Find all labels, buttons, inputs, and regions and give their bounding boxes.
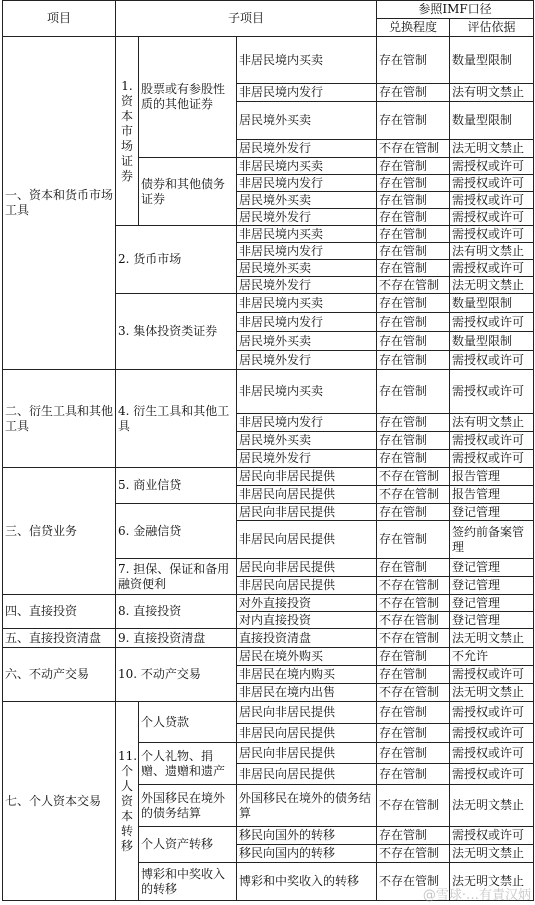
basis-cell: 法无明文禁止 xyxy=(450,863,534,901)
subitem-label: 8. 直接投资 xyxy=(116,595,237,629)
transaction-cell: 居民境外买卖 xyxy=(237,102,377,140)
transaction-cell: 非居民在境内出售 xyxy=(237,684,377,702)
transaction-cell: 居民境外发行 xyxy=(237,209,377,226)
transaction-cell: 非居民境内买卖 xyxy=(237,158,377,175)
degree-cell: 存在管制 xyxy=(377,226,450,243)
transaction-cell: 博彩和中奖收入的转移 xyxy=(237,863,377,901)
transaction-cell: 居民向非居民提供 xyxy=(237,702,377,724)
basis-cell: 法有明文禁止 xyxy=(450,243,534,260)
basis-cell: 需授权或许可 xyxy=(450,260,534,277)
transaction-cell: 居民在境外购买 xyxy=(237,648,377,666)
group-label: 七、个人资本交易 xyxy=(3,702,116,901)
subitem-label: 11. 个人资本转移 xyxy=(116,702,139,901)
basis-cell: 需授权或许可 xyxy=(450,192,534,209)
basis-cell: 数量型限制 xyxy=(450,294,534,313)
degree-cell: 存在管制 xyxy=(377,209,450,226)
transaction-cell: 非居民境内买卖 xyxy=(237,37,377,84)
basis-cell: 需授权或许可 xyxy=(450,702,534,724)
basis-cell: 需授权或许可 xyxy=(450,743,534,764)
group-label: 三、信贷业务 xyxy=(3,468,116,595)
degree-cell: 存在管制 xyxy=(377,559,450,577)
degree-cell: 不存在管制 xyxy=(377,785,450,827)
basis-cell: 数量型限制 xyxy=(450,102,534,140)
transaction-cell: 居民向非居民提供 xyxy=(237,468,377,486)
basis-cell: 需授权或许可 xyxy=(450,724,534,743)
group-label: 五、直接投资清盘 xyxy=(3,629,116,648)
degree-cell: 不存在管制 xyxy=(377,612,450,629)
header-convertibility: 兑换程度 xyxy=(377,19,450,37)
basis-cell: 不允许 xyxy=(450,648,534,666)
degree-cell: 存在管制 xyxy=(377,666,450,684)
degree-cell: 不存在管制 xyxy=(377,577,450,595)
basis-cell: 法无明文禁止 xyxy=(450,140,534,158)
basis-cell: 需授权或许可 xyxy=(450,226,534,243)
transaction-cell: 居民境外发行 xyxy=(237,450,377,468)
transaction-cell: 非居民向居民提供 xyxy=(237,724,377,743)
basis-cell: 法无明文禁止 xyxy=(450,277,534,294)
degree-cell: 存在管制 xyxy=(377,192,450,209)
degree-cell: 存在管制 xyxy=(377,827,450,845)
subitem-category: 个人贷款 xyxy=(139,702,237,743)
degree-cell: 存在管制 xyxy=(377,351,450,370)
transaction-cell: 非居民向居民提供 xyxy=(237,521,377,559)
basis-cell: 需授权或许可 xyxy=(450,666,534,684)
group-label: 六、不动产交易 xyxy=(3,648,116,702)
basis-cell: 数量型限制 xyxy=(450,332,534,351)
transaction-cell: 非居民境内发行 xyxy=(237,313,377,332)
degree-cell: 不存在管制 xyxy=(377,863,450,901)
header-imf: 参照IMF口径 xyxy=(377,1,534,19)
degree-cell: 存在管制 xyxy=(377,84,450,102)
basis-cell: 需授权或许可 xyxy=(450,432,534,450)
basis-cell: 需授权或许可 xyxy=(450,175,534,192)
subitem-category: 外国移民在境外的债务结算 xyxy=(139,785,237,827)
degree-cell: 不存在管制 xyxy=(377,595,450,612)
basis-cell: 需授权或许可 xyxy=(450,209,534,226)
transaction-cell: 非居民向居民提供 xyxy=(237,486,377,504)
transaction-cell: 对内直接投资 xyxy=(237,612,377,629)
transaction-cell: 非居民境内发行 xyxy=(237,414,377,432)
basis-cell: 登记管理 xyxy=(450,612,534,629)
degree-cell: 存在管制 xyxy=(377,450,450,468)
transaction-cell: 非居民境内买卖 xyxy=(237,370,377,414)
subitem-label: 4. 衍生工具和其他工具 xyxy=(116,370,237,468)
degree-cell: 存在管制 xyxy=(377,370,450,414)
basis-cell: 签约前备案管理 xyxy=(450,521,534,559)
basis-cell: 需授权或许可 xyxy=(450,764,534,785)
group-label: 二、衍生工具和其他工具 xyxy=(3,370,116,468)
transaction-cell: 直接投资清盘 xyxy=(237,629,377,648)
header-basis: 评估依据 xyxy=(450,19,534,37)
degree-cell: 存在管制 xyxy=(377,504,450,521)
transaction-cell: 非居民境内发行 xyxy=(237,84,377,102)
subitem-category: 股票或有参股性质的其他证券 xyxy=(139,37,237,158)
degree-cell: 存在管制 xyxy=(377,175,450,192)
basis-cell: 法无明文禁止 xyxy=(450,684,534,702)
basis-cell: 登记管理 xyxy=(450,504,534,521)
degree-cell: 存在管制 xyxy=(377,724,450,743)
degree-cell: 不存在管制 xyxy=(377,845,450,863)
transaction-cell: 非居民境内买卖 xyxy=(237,226,377,243)
basis-cell: 需授权或许可 xyxy=(450,158,534,175)
basis-cell: 需授权或许可 xyxy=(450,351,534,370)
degree-cell: 存在管制 xyxy=(377,243,450,260)
basis-cell: 报告管理 xyxy=(450,486,534,504)
degree-cell: 存在管制 xyxy=(377,432,450,450)
degree-cell: 存在管制 xyxy=(377,702,450,724)
subitem-label: 5. 商业信贷 xyxy=(116,468,237,504)
subitem-category: 博彩和中奖收入的转移 xyxy=(139,863,237,901)
transaction-cell: 居民境外买卖 xyxy=(237,432,377,450)
transaction-cell: 居民向非居民提供 xyxy=(237,504,377,521)
group-label: 一、资本和货币市场工具 xyxy=(3,37,116,370)
basis-cell: 法无明文禁止 xyxy=(450,785,534,827)
subitem-category: 个人礼物、捐赠、遗赠和遗产 xyxy=(139,743,237,785)
basis-cell: 法有明文禁止 xyxy=(450,84,534,102)
subitem-category: 债券和其他债务证券 xyxy=(139,158,237,226)
subitem-label: 10. 不动产交易 xyxy=(116,648,237,702)
header-item: 项目 xyxy=(3,1,116,37)
header-subitem: 子项目 xyxy=(116,1,377,37)
basis-cell: 报告管理 xyxy=(450,468,534,486)
degree-cell: 不存在管制 xyxy=(377,277,450,294)
degree-cell: 存在管制 xyxy=(377,414,450,432)
degree-cell: 存在管制 xyxy=(377,764,450,785)
capital-account-table xyxy=(2,0,534,901)
subitem-label: 2. 货币市场 xyxy=(116,226,237,294)
transaction-cell: 外国移民在境外的债务结算 xyxy=(237,785,377,827)
degree-cell: 不存在管制 xyxy=(377,468,450,486)
group-label: 四、直接投资 xyxy=(3,595,116,629)
subitem-label: 9. 直接投资清盘 xyxy=(116,629,237,648)
transaction-cell: 非居民境内买卖 xyxy=(237,294,377,313)
basis-cell: 法有明文禁止 xyxy=(450,414,534,432)
transaction-cell: 居民境外买卖 xyxy=(237,260,377,277)
transaction-cell: 居民向非居民提供 xyxy=(237,743,377,764)
transaction-cell: 居民境外买卖 xyxy=(237,332,377,351)
degree-cell: 存在管制 xyxy=(377,521,450,559)
basis-cell: 需授权或许可 xyxy=(450,313,534,332)
transaction-cell: 居民境外发行 xyxy=(237,351,377,370)
transaction-cell: 居民向非居民提供 xyxy=(237,559,377,577)
transaction-cell: 居民境外买卖 xyxy=(237,192,377,209)
basis-cell: 登记管理 xyxy=(450,577,534,595)
degree-cell: 存在管制 xyxy=(377,648,450,666)
subitem-label: 1. 资本市场证券 xyxy=(116,37,139,226)
subitem-category: 个人资产转移 xyxy=(139,827,237,863)
basis-cell: 需授权或许可 xyxy=(450,370,534,414)
transaction-cell: 非居民境内发行 xyxy=(237,175,377,192)
transaction-cell: 对外直接投资 xyxy=(237,595,377,612)
transaction-cell: 移民向国内的转移 xyxy=(237,845,377,863)
transaction-cell: 居民境外发行 xyxy=(237,277,377,294)
degree-cell: 存在管制 xyxy=(377,158,450,175)
degree-cell: 不存在管制 xyxy=(377,140,450,158)
degree-cell: 存在管制 xyxy=(377,332,450,351)
transaction-cell: 移民向国外的转移 xyxy=(237,827,377,845)
degree-cell: 存在管制 xyxy=(377,313,450,332)
basis-cell: 需授权或许可 xyxy=(450,827,534,845)
basis-cell: 法无明文禁止 xyxy=(450,845,534,863)
transaction-cell: 非居民境内发行 xyxy=(237,243,377,260)
transaction-cell: 居民境外发行 xyxy=(237,140,377,158)
degree-cell: 不存在管制 xyxy=(377,629,450,648)
basis-cell: 法无明文禁止 xyxy=(450,629,534,648)
basis-cell: 登记管理 xyxy=(450,559,534,577)
watermark: @雪球·…有責汉炳 xyxy=(422,888,531,903)
degree-cell: 存在管制 xyxy=(377,102,450,140)
degree-cell: 存在管制 xyxy=(377,743,450,764)
transaction-cell: 非居民向居民提供 xyxy=(237,577,377,595)
degree-cell: 不存在管制 xyxy=(377,684,450,702)
degree-cell: 存在管制 xyxy=(377,260,450,277)
degree-cell: 存在管制 xyxy=(377,37,450,84)
basis-cell: 需授权或许可 xyxy=(450,450,534,468)
subitem-label: 7. 担保、保证和备用融资便利 xyxy=(116,559,237,595)
basis-cell: 登记管理 xyxy=(450,595,534,612)
transaction-cell: 非居民在境内购买 xyxy=(237,666,377,684)
transaction-cell: 非居民向居民提供 xyxy=(237,764,377,785)
degree-cell: 存在管制 xyxy=(377,294,450,313)
basis-cell: 数量型限制 xyxy=(450,37,534,84)
degree-cell: 不存在管制 xyxy=(377,486,450,504)
subitem-label: 6. 金融信贷 xyxy=(116,504,237,559)
subitem-label: 3. 集体投资类证券 xyxy=(116,294,237,370)
